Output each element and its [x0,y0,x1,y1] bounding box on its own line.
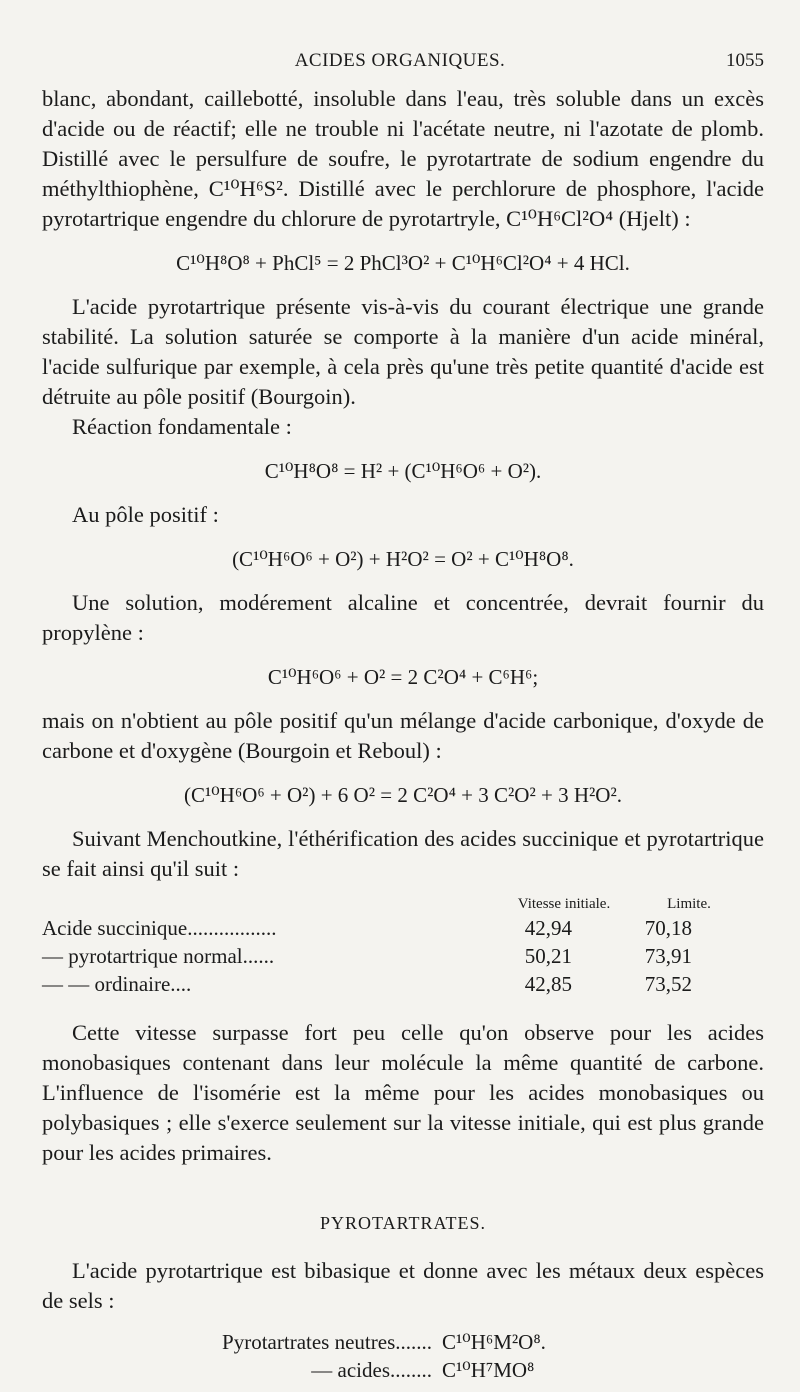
equation-5: (C¹⁰H⁶O⁶ + O²) + 6 O² = 2 C²O⁴ + 3 C²O² + 3 H²O². [183,783,623,807]
initial-rate-value: 42,85 [524,972,572,996]
header-limit: Limite. [667,896,711,912]
page-number: 1055 [726,50,764,71]
equation-3: (C¹⁰H⁶O⁶ + O²) + H²O² = O² + C¹⁰H⁸O⁸. [232,547,574,571]
paragraph-9: L'acide pyrotartrique est bibasique et donne avec les métaux deux espèces de sels : [42,1258,764,1313]
table-row [42,942,764,970]
salt-formula: C¹⁰H⁷MO⁸ [442,1358,535,1382]
page-body [42,84,764,1384]
page-header [0,50,800,74]
paragraph-4: Au pôle positif : [72,502,219,527]
table-row [42,914,764,942]
section-heading: PYROTARTRATES. [320,1213,486,1233]
list-item [172,1328,764,1356]
paragraph-6: mais on n'obtient au pôle positif qu'un mélange d'acide carbonique, d'oxyde de carbone et d'oxygène (Bourgoin et Reboul) : [42,708,764,763]
paragraph-2: L'acide pyrotartrique présente vis-à-vis du courant électrique une grande stabilité. La solution saturée se comporte à la manière d'un acide minéral, l'acide sulfurique par exemple, à cela près qu'une très petite quantité d'acide est détruite au pôle positif (Bourgoin). [42,294,764,409]
paragraph-3: Réaction fondamentale : [72,414,292,439]
equation-4: C¹⁰H⁶O⁶ + O² = 2 C²O⁴ + C⁶H⁶; [267,665,539,689]
limit-value: 70,18 [644,916,692,940]
limit-value: 73,52 [644,972,692,996]
etherification-table [42,894,764,998]
limit-value: 73,91 [644,944,692,968]
row-label: — — ordinaire.... [42,972,192,996]
paragraph-7: Suivant Menchoutkine, l'éthérification des acides succinique et pyrotartrique se fait ainsi qu'il suit : [42,826,764,881]
table-row [42,970,764,998]
salts-list [172,1328,764,1384]
paragraph-5: Une solution, modérement alcaline et concentrée, devrait fournir du propylène : [42,590,764,645]
equation-1: C¹⁰H⁸O⁸ + PhCl⁵ = 2 PhCl³O² + C¹⁰H⁶Cl²O⁴ + 4 HCl. [176,251,630,275]
salt-formula: C¹⁰H⁶M²O⁸. [442,1330,546,1354]
salt-label: Pyrotartrates neutres....... [222,1330,432,1354]
equation-2: C¹⁰H⁸O⁸ = H² + (C¹⁰H⁶O⁶ + O²). [264,459,542,483]
table-header [42,894,764,914]
header-initial-rate: Vitesse initiale. [517,896,611,912]
paragraph-1: blanc, abondant, caillebotté, insoluble dans l'eau, très soluble dans un excès d'acide ou de réactif; elle ne trouble ni l'acétate neutre, ni l'azotate de plomb. Distillé avec le persulfure de soufre, le pyrotartrate de sodium engendre du méthylthiophène, C¹⁰H⁶S². Distillé avec le perchlorure de phosphore, l'acide pyrotartrique engendre du chlorure de pyrotartryle, C¹⁰H⁶Cl²O⁴ (Hjelt) : [42,86,764,231]
initial-rate-value: 42,94 [524,916,572,940]
salt-label: — acides........ [311,1358,432,1382]
paragraph-8: Cette vitesse surpasse fort peu celle qu'on observe pour les acides monobasiques contenant dans leur molécule la même quantité de carbone. L'influence de l'isomérie est la même pour les acides monobasiques ou polybasiques ; elle s'exerce seulement sur la vitesse initiale, qui est plus grande pour les acides primaires. [42,1020,764,1165]
running-title: ACIDES ORGANIQUES. [294,50,506,71]
initial-rate-value: 50,21 [524,944,572,968]
row-label: — pyrotartrique normal...... [42,944,275,968]
list-item [172,1356,764,1384]
row-label: Acide succinique................. [42,916,277,940]
